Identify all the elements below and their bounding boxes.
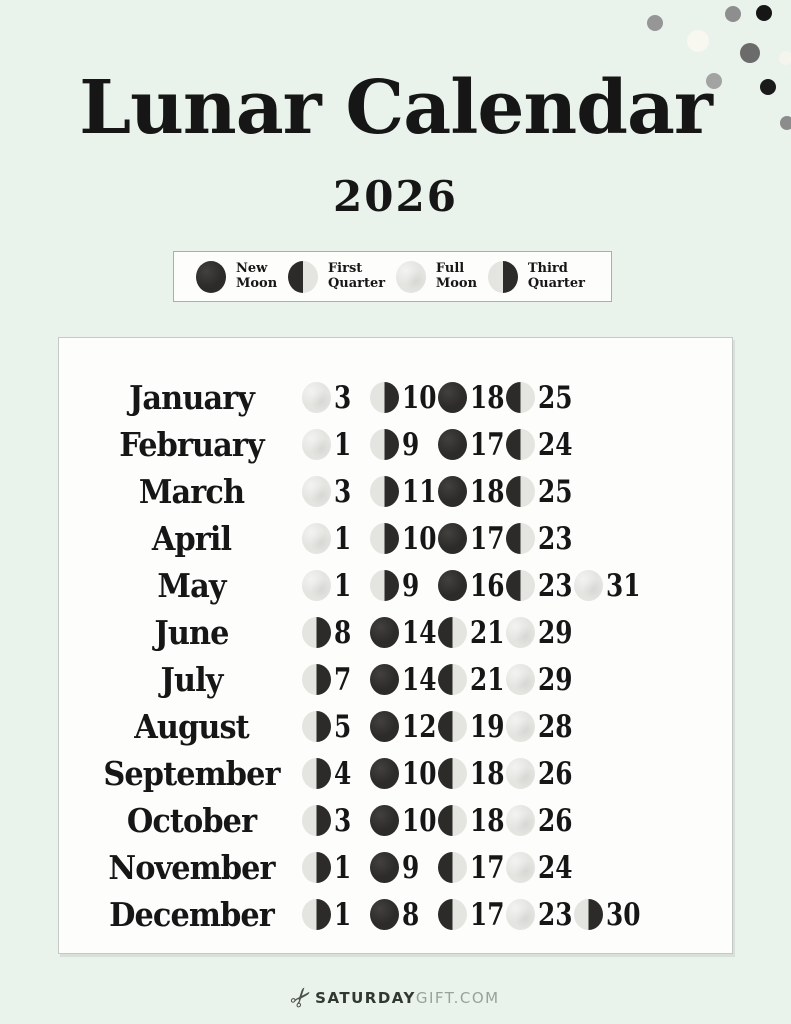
phase-entry	[370, 474, 438, 510]
first-moon-icon	[506, 570, 535, 601]
full-moon-icon	[302, 429, 331, 460]
phase-date: 3	[334, 379, 352, 416]
first-moon-icon	[288, 261, 318, 293]
phase-date: 4	[334, 755, 352, 792]
phase-entry	[302, 709, 370, 745]
scissors-icon: ✂	[283, 980, 321, 1016]
new-moon-icon	[438, 429, 467, 460]
phase-entry	[574, 568, 642, 604]
phase-date: 9	[402, 567, 420, 604]
first-moon-icon	[438, 664, 467, 695]
phase-entry	[438, 803, 506, 839]
phase-entry	[438, 850, 506, 886]
legend-label-line: First	[327, 260, 363, 276]
phase-entry	[438, 380, 506, 416]
first-moon-icon	[438, 617, 467, 648]
new-moon-icon	[370, 664, 399, 695]
phase-date: 8	[402, 896, 420, 933]
phase-date: 17	[470, 426, 505, 463]
footer-brand	[0, 978, 791, 1018]
phase-date: 21	[470, 614, 505, 651]
month-name: February	[119, 425, 264, 464]
phase-entry	[302, 380, 370, 416]
phase-date: 10	[402, 755, 437, 792]
new-moon-icon	[370, 711, 399, 742]
third-moon-icon	[302, 664, 331, 695]
phase-entry	[370, 709, 438, 745]
month-row-may	[59, 562, 732, 609]
legend-label	[528, 262, 585, 292]
month-name: July	[160, 660, 223, 699]
third-moon-icon	[370, 429, 399, 460]
legend-label-line: Quarter	[327, 275, 386, 291]
phase-date: 28	[538, 708, 573, 745]
month-name: April	[151, 519, 232, 558]
phase-entry	[302, 474, 370, 510]
phase-entry	[506, 756, 574, 792]
full-moon-icon	[396, 261, 426, 293]
full-moon-icon	[506, 852, 535, 883]
legend-label	[436, 262, 477, 292]
third-moon-icon	[370, 523, 399, 554]
phase-date: 21	[470, 661, 505, 698]
page-title: Lunar Calendar	[79, 65, 712, 151]
phase-date: 12	[402, 708, 437, 745]
phase-entry	[438, 521, 506, 557]
month-name: November	[108, 848, 275, 887]
first-moon-icon	[506, 429, 535, 460]
confetti-dot	[779, 51, 791, 65]
phase-entry	[370, 897, 438, 933]
new-moon-icon	[438, 382, 467, 413]
phase-entry	[438, 474, 506, 510]
legend-label-line: Full	[435, 260, 465, 276]
month-row-november	[59, 844, 732, 891]
legend-label-line: Moon	[236, 275, 278, 291]
full-moon-icon	[506, 664, 535, 695]
third-moon-icon	[370, 570, 399, 601]
full-moon-icon	[574, 570, 603, 601]
phase-date: 10	[402, 802, 437, 839]
phase-entries	[302, 427, 574, 463]
phase-date: 23	[538, 567, 573, 604]
month-name: June	[154, 613, 229, 652]
full-moon-icon	[506, 711, 535, 742]
third-moon-icon	[302, 899, 331, 930]
month-row-february	[59, 421, 732, 468]
phase-date: 14	[402, 614, 437, 651]
phase-date: 31	[606, 567, 641, 604]
third-moon-icon	[370, 382, 399, 413]
calendar-card	[58, 337, 733, 954]
phase-entry	[370, 662, 438, 698]
month-name: December	[109, 895, 274, 934]
new-moon-icon	[370, 758, 399, 789]
year-subtitle: 2026	[333, 172, 458, 221]
phase-entry	[302, 662, 370, 698]
phase-entry	[438, 427, 506, 463]
phase-entry	[370, 521, 438, 557]
phase-date: 14	[402, 661, 437, 698]
month-row-october	[59, 797, 732, 844]
confetti-dot	[740, 43, 760, 63]
third-moon-icon	[302, 852, 331, 883]
phase-entries	[302, 897, 642, 933]
phase-entries	[302, 803, 574, 839]
month-row-july	[59, 656, 732, 703]
month-name: September	[103, 754, 280, 793]
phase-date: 9	[402, 849, 420, 886]
phase-date: 25	[538, 473, 573, 510]
full-moon-icon	[302, 523, 331, 554]
confetti-dot	[725, 6, 741, 22]
first-moon-icon	[506, 476, 535, 507]
confetti-dot	[756, 5, 772, 21]
third-moon-icon	[302, 617, 331, 648]
confetti-dot	[687, 30, 709, 52]
phase-date: 5	[334, 708, 352, 745]
phase-entries	[302, 380, 574, 416]
phase-date: 26	[538, 802, 573, 839]
legend-item-third	[488, 261, 585, 293]
phase-entry	[506, 427, 574, 463]
phase-date: 24	[538, 426, 573, 463]
phase-entry	[506, 380, 574, 416]
phase-date: 23	[538, 520, 573, 557]
month-row-september	[59, 750, 732, 797]
phase-entries	[302, 709, 574, 745]
new-moon-icon	[438, 570, 467, 601]
month-row-december	[59, 891, 732, 938]
phase-entry	[506, 709, 574, 745]
full-moon-icon	[302, 570, 331, 601]
legend-label-line: Quarter	[527, 275, 585, 291]
phase-date: 19	[470, 708, 505, 745]
phase-date: 18	[470, 379, 505, 416]
brand-name-bold: SATURDAY	[315, 989, 416, 1007]
phase-date: 8	[334, 614, 352, 651]
month-row-january	[59, 374, 732, 421]
phase-date: 3	[334, 473, 352, 510]
month-row-august	[59, 703, 732, 750]
phase-date: 17	[470, 520, 505, 557]
month-name: May	[157, 566, 226, 605]
phase-entries	[302, 521, 574, 557]
phase-entry	[506, 568, 574, 604]
phase-entry	[506, 615, 574, 651]
month-name: March	[138, 472, 245, 511]
phase-entry	[370, 756, 438, 792]
phase-date: 1	[334, 896, 352, 933]
new-moon-icon	[370, 899, 399, 930]
full-moon-icon	[506, 758, 535, 789]
first-moon-icon	[438, 758, 467, 789]
phase-entry	[370, 615, 438, 651]
phase-date: 1	[334, 520, 352, 557]
phase-entries	[302, 615, 574, 651]
phase-date: 17	[470, 896, 505, 933]
new-moon-icon	[196, 261, 226, 293]
phase-date: 10	[402, 520, 437, 557]
phase-date: 18	[470, 802, 505, 839]
first-moon-icon	[506, 523, 535, 554]
phase-entry	[506, 803, 574, 839]
third-moon-icon	[302, 758, 331, 789]
first-moon-icon	[438, 711, 467, 742]
phase-entry	[438, 897, 506, 933]
phase-entry	[302, 756, 370, 792]
phase-entry	[370, 850, 438, 886]
month-name: October	[126, 801, 257, 840]
new-moon-icon	[370, 852, 399, 883]
third-moon-icon	[488, 261, 518, 293]
phase-date: 18	[470, 755, 505, 792]
first-moon-icon	[438, 899, 467, 930]
phase-entry	[506, 521, 574, 557]
legend-label-line: Third	[527, 260, 568, 276]
phase-entry	[438, 615, 506, 651]
phase-entries	[302, 474, 574, 510]
phase-entry	[438, 662, 506, 698]
moon-phase-legend	[173, 251, 612, 302]
full-moon-icon	[506, 617, 535, 648]
phase-entry	[506, 474, 574, 510]
confetti-dot	[647, 15, 663, 31]
full-moon-icon	[506, 805, 535, 836]
phase-entry	[438, 756, 506, 792]
first-moon-icon	[438, 805, 467, 836]
phase-entry	[438, 568, 506, 604]
phase-entry	[302, 850, 370, 886]
full-moon-icon	[302, 382, 331, 413]
legend-label	[236, 262, 277, 292]
phase-date: 1	[334, 849, 352, 886]
legend-label-line: New	[236, 260, 268, 276]
phase-entry	[438, 709, 506, 745]
phase-entry	[370, 427, 438, 463]
month-name: January	[128, 378, 255, 417]
phase-date: 1	[334, 426, 352, 463]
phase-date: 9	[402, 426, 420, 463]
phase-entry	[506, 850, 574, 886]
phase-entry	[302, 615, 370, 651]
phase-entries	[302, 662, 574, 698]
phase-date: 3	[334, 802, 352, 839]
phase-entry	[370, 380, 438, 416]
phase-entries	[302, 850, 574, 886]
phase-date: 29	[538, 661, 573, 698]
phase-date: 11	[402, 473, 437, 510]
phase-date: 16	[470, 567, 505, 604]
phase-date: 23	[538, 896, 573, 933]
legend-item-new	[196, 261, 277, 293]
phase-entries	[302, 568, 642, 604]
phase-date: 24	[538, 849, 573, 886]
phase-entry	[506, 897, 574, 933]
phase-date: 18	[470, 473, 505, 510]
phase-date: 7	[334, 661, 352, 698]
phase-entry	[506, 662, 574, 698]
full-moon-icon	[302, 476, 331, 507]
first-moon-icon	[506, 382, 535, 413]
phase-entry	[370, 803, 438, 839]
phase-date: 10	[402, 379, 437, 416]
first-moon-icon	[438, 852, 467, 883]
legend-item-first	[288, 261, 385, 293]
third-moon-icon	[302, 711, 331, 742]
month-row-march	[59, 468, 732, 515]
new-moon-icon	[438, 476, 467, 507]
phase-entry	[574, 897, 642, 933]
phase-date: 26	[538, 755, 573, 792]
legend-item-full	[396, 261, 477, 293]
legend-label-line: Moon	[435, 275, 478, 291]
phase-entries	[302, 756, 574, 792]
phase-date: 25	[538, 379, 573, 416]
new-moon-icon	[438, 523, 467, 554]
phase-entry	[302, 568, 370, 604]
third-moon-icon	[302, 805, 331, 836]
phase-date: 1	[334, 567, 352, 604]
phase-entry	[302, 521, 370, 557]
phase-entry	[370, 568, 438, 604]
new-moon-icon	[370, 617, 399, 648]
third-moon-icon	[574, 899, 603, 930]
new-moon-icon	[370, 805, 399, 836]
phase-entry	[302, 897, 370, 933]
full-moon-icon	[506, 899, 535, 930]
phase-entry	[302, 427, 370, 463]
month-row-april	[59, 515, 732, 562]
phase-entry	[302, 803, 370, 839]
phase-date: 17	[470, 849, 505, 886]
month-name: August	[134, 707, 249, 746]
month-row-june	[59, 609, 732, 656]
brand-name-light: GIFT.COM	[415, 989, 500, 1007]
legend-label	[328, 262, 385, 292]
phase-date: 29	[538, 614, 573, 651]
phase-date: 30	[606, 896, 641, 933]
third-moon-icon	[370, 476, 399, 507]
